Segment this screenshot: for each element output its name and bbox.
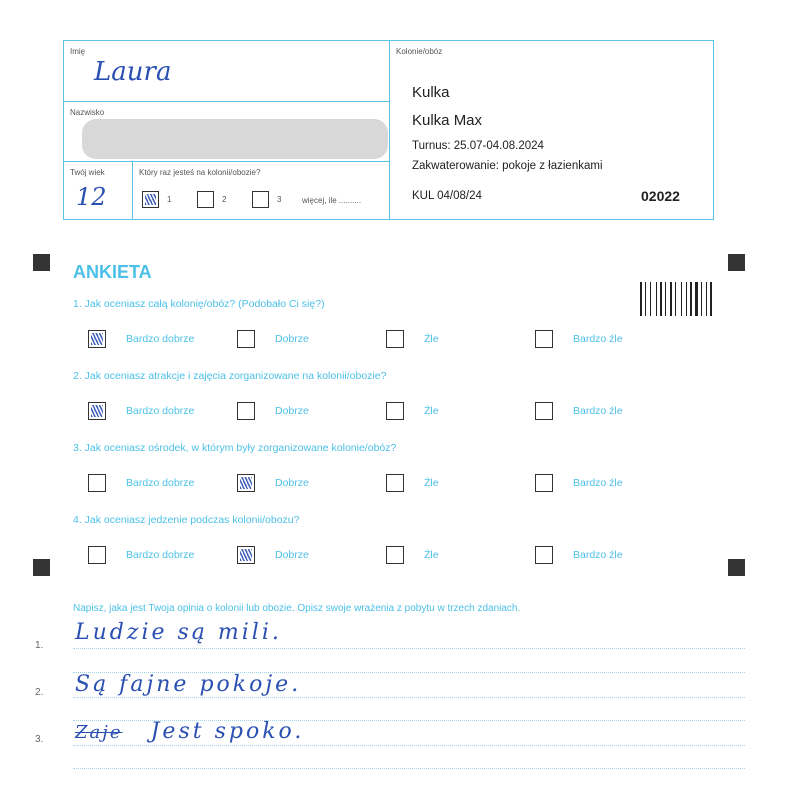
camp-subname: Kulka Max xyxy=(412,112,483,129)
barcode-bar xyxy=(640,282,642,316)
question-2-option-label: Bardzo dobrze xyxy=(126,405,195,417)
question-4-option-label: Bardzo źle xyxy=(573,549,623,561)
barcode-bar xyxy=(710,282,712,316)
ktory-raz-checkbox-1[interactable] xyxy=(142,191,159,208)
barcode-bar xyxy=(656,282,657,316)
question-4-text: 4. Jak oceniasz jedzenie podczas kolonii/obozu? xyxy=(73,514,300,526)
question-1-option-label: Bardzo źle xyxy=(573,333,623,345)
imie-value[interactable]: Laura xyxy=(94,57,172,87)
ktory-raz-option-2: 2 xyxy=(222,195,227,204)
writing-line xyxy=(73,768,745,769)
opinion-prompt: Napisz, jaka jest Twoja opinia o kolonii lub obozie. Opisz swoje wrażenia z pobytu w trzech zdaniach. xyxy=(73,603,521,614)
question-1-text: 1. Jak oceniasz całą kolonię/obóz? (Podobało Ci się?) xyxy=(73,298,325,310)
checkmark-scribble xyxy=(240,549,252,561)
wiek-value[interactable]: 12 xyxy=(76,183,107,211)
question-3-checkbox-4[interactable] xyxy=(535,474,553,492)
ktory-raz-checkbox-2[interactable] xyxy=(197,191,214,208)
zakwaterowanie-row xyxy=(412,160,603,172)
question-1-option-label: Bardzo dobrze xyxy=(126,333,195,345)
registration-mark xyxy=(33,559,50,576)
barcode-bar xyxy=(695,282,698,316)
registration-mark xyxy=(33,254,50,271)
opinion-line-2[interactable]: Są fajne pokoje. xyxy=(75,672,302,697)
checkmark-scribble xyxy=(91,333,103,345)
wiek-label: Twój wiek xyxy=(70,168,105,177)
line-number-1: 1. xyxy=(35,640,44,651)
checkmark-scribble xyxy=(240,477,252,489)
ktory-raz-option-1: 1 xyxy=(167,195,172,204)
question-2-option-label: Źle xyxy=(424,405,439,417)
barcode-bar xyxy=(645,282,646,316)
checkmark-scribble xyxy=(91,405,103,417)
camp-code: KUL 04/08/24 xyxy=(412,190,482,202)
question-3-option-label: Bardzo dobrze xyxy=(126,477,195,489)
ktory-raz-checkbox-3[interactable] xyxy=(252,191,269,208)
question-2-option-label: Dobrze xyxy=(275,405,309,417)
opinion-line-1[interactable]: Ludzie są mili. xyxy=(75,620,282,645)
zakwaterowanie-value: pokoje z łazienkami xyxy=(502,160,603,172)
registration-mark xyxy=(728,559,745,576)
question-2-checkbox-1[interactable] xyxy=(88,402,106,420)
barcode-bar xyxy=(660,282,662,316)
barcode-bar xyxy=(690,282,692,316)
question-2-option-label: Bardzo źle xyxy=(573,405,623,417)
barcode-bar xyxy=(706,282,707,316)
zakwaterowanie-label: Zakwaterowanie: xyxy=(412,160,499,172)
camp-name: Kulka xyxy=(412,84,450,101)
question-4-checkbox-2[interactable] xyxy=(237,546,255,564)
question-3-text: 3. Jak oceniasz ośrodek, w którym były zorganizowane kolonie/obóz? xyxy=(73,442,397,454)
barcode-bar xyxy=(675,282,676,316)
question-2-text: 2. Jak oceniasz atrakcje i zajęcia zorganizowane na kolonii/obozie? xyxy=(73,370,387,382)
question-2-checkbox-4[interactable] xyxy=(535,402,553,420)
question-4-checkbox-3[interactable] xyxy=(386,546,404,564)
wiecej-label: więcej, ile .......... xyxy=(302,196,362,205)
barcode xyxy=(640,282,720,316)
writing-line xyxy=(73,745,745,746)
question-2-checkbox-3[interactable] xyxy=(386,402,404,420)
form-number: 02022 xyxy=(641,188,680,204)
barcode-bar xyxy=(681,282,682,316)
registration-mark xyxy=(728,254,745,271)
ktory-raz-option-3: 3 xyxy=(277,195,282,204)
struck-word: Zaje xyxy=(75,722,123,743)
redacted-surname xyxy=(82,119,388,159)
question-1-option-label: Dobrze xyxy=(275,333,309,345)
line-number-3: 3. xyxy=(35,734,44,745)
question-1-option-label: Źle xyxy=(424,333,439,345)
question-4-checkbox-1[interactable] xyxy=(88,546,106,564)
line-number-2: 2. xyxy=(35,687,44,698)
turnus-value: 25.07-04.08.2024 xyxy=(453,140,544,152)
barcode-bar xyxy=(670,282,672,316)
barcode-bar xyxy=(665,282,666,316)
question-2-checkbox-2[interactable] xyxy=(237,402,255,420)
question-1-checkbox-3[interactable] xyxy=(386,330,404,348)
question-3-checkbox-2[interactable] xyxy=(237,474,255,492)
nazwisko-label: Nazwisko xyxy=(70,108,105,117)
question-1-checkbox-1[interactable] xyxy=(88,330,106,348)
question-1-checkbox-2[interactable] xyxy=(237,330,255,348)
question-4-option-label: Bardzo dobrze xyxy=(126,549,195,561)
turnus-row xyxy=(412,140,544,152)
opinion-line-3[interactable] xyxy=(75,718,304,744)
question-4-checkbox-4[interactable] xyxy=(535,546,553,564)
question-1-checkbox-4[interactable] xyxy=(535,330,553,348)
question-3-option-label: Dobrze xyxy=(275,477,309,489)
writing-line xyxy=(73,648,745,649)
ktory-raz-label: Który raz jesteś na kolonii/obozie? xyxy=(139,168,261,177)
question-3-checkbox-3[interactable] xyxy=(386,474,404,492)
header-box xyxy=(63,40,714,220)
writing-line xyxy=(73,697,745,698)
question-3-option-label: Bardzo źle xyxy=(573,477,623,489)
barcode-bar xyxy=(650,282,651,316)
question-4-option-label: Źle xyxy=(424,549,439,561)
question-3-option-label: Źle xyxy=(424,477,439,489)
imie-label: Imię xyxy=(70,47,86,56)
question-4-option-label: Dobrze xyxy=(275,549,309,561)
kolonie-label: Kolonie/obóz xyxy=(396,47,443,56)
barcode-bar xyxy=(701,282,702,316)
survey-title: ANKIETA xyxy=(73,262,152,282)
question-3-checkbox-1[interactable] xyxy=(88,474,106,492)
barcode-bar xyxy=(686,282,687,316)
turnus-label: Turnus: xyxy=(412,140,451,152)
opinion-line-3-text: Jest spoko. xyxy=(150,719,305,744)
